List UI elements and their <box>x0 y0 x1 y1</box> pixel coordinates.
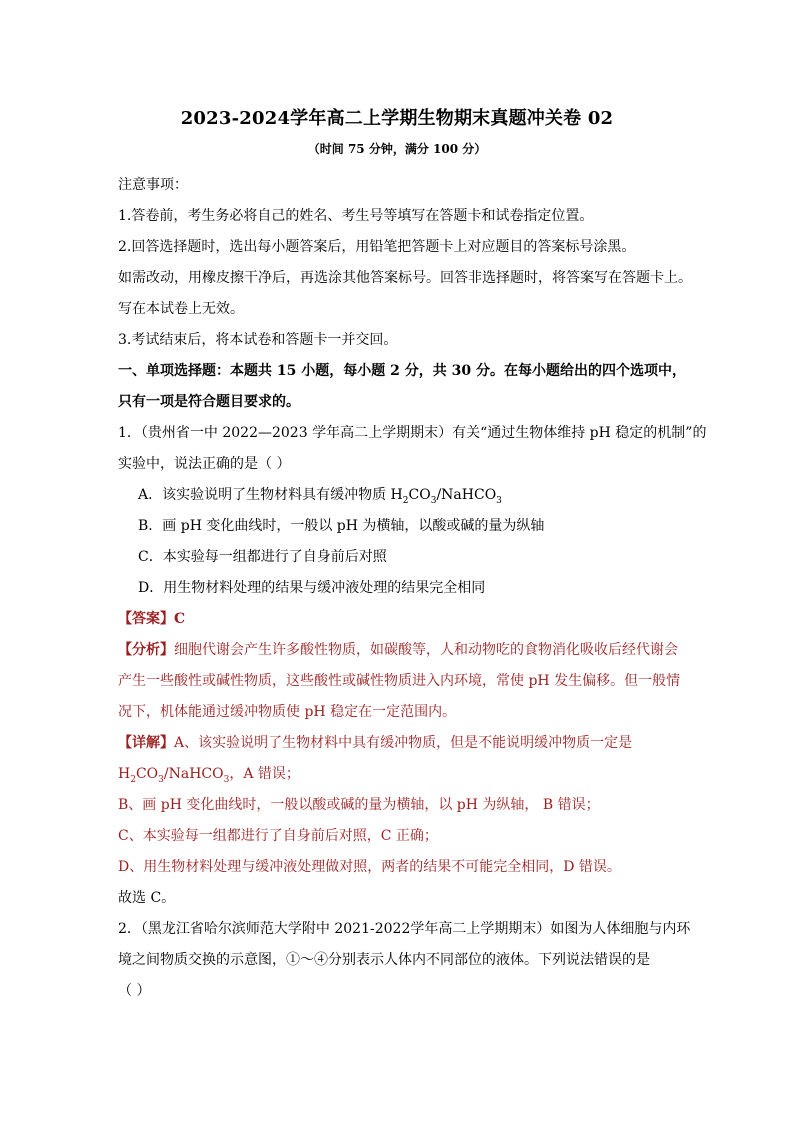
notes-item-2: 2.回答选择题时，选出每小题答案后，用铅笔把答题卡上对应题目的答案标号涂黑。 <box>118 239 636 255</box>
q1-analysis: 【分析】细胞代谢会产生许多酸性物质，如碳酸等，人和动物吃的食物消化吸收后经代谢会 <box>118 642 678 658</box>
q1-detail: 【详解】A、该实验说明了生物材料中具有缓冲物质，但是不能说明缓冲物质一定是 <box>118 735 633 751</box>
q1-stem-cont: 实验中，说法正确的是（ ） <box>118 456 291 472</box>
q1-option-b: B．画 pH 变化曲线时，一般以 pH 为横轴，以酸或碱的量为纵轴 <box>138 518 545 534</box>
section-heading: 一、单项选择题：本题共 15 小题，每小题 2 分，共 30 分。在每小题给出的四个选项中， <box>118 363 686 379</box>
q1-option-a: A．该实验说明了生物材料具有缓冲物质 $H_2CO_3/NaHCO_3$ <box>138 487 502 506</box>
page-title: 2023-2024学年高二上学期生物期末真题冲关卷 02 <box>180 108 614 129</box>
q2-stem-end: （ ） <box>118 983 151 999</box>
q2-stem: 2．（黑龙江省哈尔滨师范大学附中 2021-2022学年高二上学期期末）如图为人体细胞与内环 <box>118 921 691 937</box>
notes-item-3: 3.考试结束后，将本试卷和答题卡一并交回。 <box>118 332 398 348</box>
q1-detail-b: B、画 pH 变化曲线时，一般以酸或碱的量为横轴，以 pH 为纵轴， B 错误； <box>118 797 600 813</box>
q1-analysis-cont: 产生一些酸性或碱性物质，这些酸性或碱性物质进入内环境，常使 pH 发生偏移。但一般情 <box>118 673 681 689</box>
q1-option-d: D．用生物材料处理的结果与缓冲液处理的结果完全相同 <box>138 580 486 596</box>
q1-conclusion: 故选 C。 <box>118 890 176 906</box>
q1-detail-d: D、用生物材料处理与缓冲液处理做对照，两者的结果不可能完全相同，D 错误。 <box>118 859 621 875</box>
q1-detail-formula: $H_2CO_3/NaHCO_3$，A 错误； <box>118 766 300 785</box>
q2-stem-cont: 境之间物质交换的示意图，①～④分别表示人体内不同部位的液体。下列说法错误的是 <box>118 952 650 968</box>
q1-detail-c: C、本实验每一组都进行了自身前后对照，C 正确； <box>118 828 438 844</box>
q1-analysis-end: 况下，机体能通过缓冲物质使 pH 稳定在一定范围内。 <box>118 704 457 720</box>
notes-item-1: 1.答卷前，考生务必将自己的姓名、考生号等填写在答题卡和试卷指定位置。 <box>118 208 594 224</box>
q1-answer: 【答案】C <box>118 611 186 627</box>
document-body <box>118 170 707 1007</box>
notes-heading: 注意事项： <box>118 177 188 193</box>
page-subtitle: （时间 75 分钟，满分 100 分） <box>307 142 487 156</box>
section-heading-cont: 只有一项是符合题目要求的。 <box>118 394 300 410</box>
notes-item-2-end: 写在本试卷上无效。 <box>118 301 244 317</box>
q1-stem: 1．（贵州省一中 2022—2023 学年高二上学期期末）有关“通过生物体维持 pH 稳定的机制”的 <box>118 425 707 441</box>
notes-item-2-cont: 如需改动，用橡皮擦干净后，再选涂其他答案标号。回答非选择题时，将答案写在答题卡上。 <box>118 270 692 286</box>
q1-option-c: C．本实验每一组都进行了自身前后对照 <box>138 549 387 565</box>
